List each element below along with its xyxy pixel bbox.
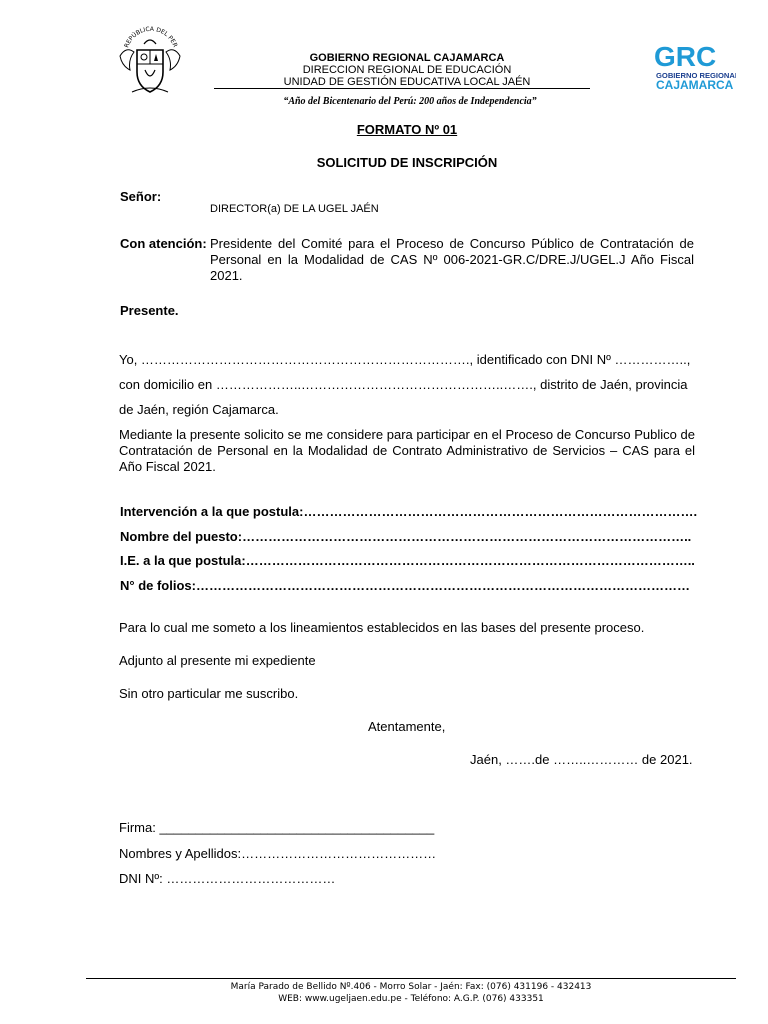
attention-label: Con atención:: [120, 236, 207, 251]
director-line: DIRECTOR(a) DE LA UGEL JAÉN: [210, 203, 379, 215]
closing-line-1: Para lo cual me someto a los lineamientos establecidos en las bases del presente proceso.: [119, 620, 645, 635]
footer-address: María Parado de Bellido Nº.406 - Morro Solar - Jaén: Fax: (076) 431196 - 432413: [230, 982, 592, 992]
header-line-3: UNIDAD DE GESTIÓN EDUCATIVA LOCAL JAÉN: [283, 76, 531, 88]
svg-text:REPÚBLICA DEL PERÚ: [118, 26, 179, 49]
closing-line-2: Adjunto al presente mi expediente: [119, 653, 316, 668]
body-line-region: de Jaén, región Cajamarca.: [119, 402, 279, 417]
footer-contact: WEB: www.ugeljaen.edu.pe - Teléfono: A.G.P. (076) 433351: [278, 994, 544, 1004]
grc-sub-1: GOBIERNO REGIONAL: [656, 71, 736, 80]
format-title: FORMATO Nº 01: [356, 122, 458, 137]
present-label: Presente.: [120, 303, 179, 318]
dni-line: DNI Nº: …………………………………: [119, 871, 336, 886]
coat-of-arms-legend: REPÚBLICA DEL PER: [123, 26, 179, 49]
body-line-name: Yo, …………………………………………………………………., identificado con DNI Nº ……………..,: [119, 352, 691, 367]
field-intervencion: Intervención a la que postula:……………………………………………………………………………….: [120, 504, 698, 519]
greeting-label: Señor:: [120, 189, 162, 204]
footer-divider: [86, 978, 736, 979]
header-line-2: DIRECCION REGIONAL DE EDUCACIÓN: [302, 64, 512, 76]
full-name-line: Nombres y Apellidos:………………………………………: [119, 846, 437, 861]
regards: Atentamente,: [368, 719, 446, 734]
field-folios: N° de folios:……………………………………………………………………………………………………: [120, 578, 690, 593]
request-title: SOLICITUD DE INSCRIPCIÓN: [316, 155, 498, 170]
header-divider: [214, 88, 590, 89]
header-line-1: GOBIERNO REGIONAL CAJAMARCA: [309, 52, 505, 64]
attention-text: Presidente del Comité para el Proceso de Concurso Público de Contratación de Personal en la Modalidad de CAS Nº 006-2021-GR.C/DRE.J/UGEL.J Año Fiscal 2021.: [210, 236, 694, 283]
grc-logo: [652, 40, 736, 96]
body-paragraph: Mediante la presente solicito se me considere para participar en el Proceso de Concurso Publico de Contratación de Personal en la Modalidad de Contrato Administrativo de Servicios – CAS para el Año Fiscal 2021.: [119, 427, 695, 474]
date-line: Jaén, …….de ……..………… de 2021.: [470, 752, 693, 767]
grc-sub-2: CAJAMARCA: [656, 78, 734, 92]
field-ie: I.E. a la que postula:…………………………………………………………………………………………..: [120, 553, 695, 568]
closing-line-3: Sin otro particular me suscribo.: [119, 686, 299, 701]
signature-line: Firma: ______________________________________: [119, 820, 435, 835]
peru-coat-of-arms-icon: [118, 26, 182, 96]
body-line-address: con domicilio en ………………..………………………………………..……., distrito de Jaén, provincia: [119, 377, 688, 392]
year-motto: “Año del Bicentenario del Perú: 200 años de Independencia”: [283, 96, 537, 107]
field-puesto: Nombre del puesto:…………………………………………………………………………………………..: [120, 529, 692, 544]
grc-letters: GRC: [654, 41, 717, 72]
